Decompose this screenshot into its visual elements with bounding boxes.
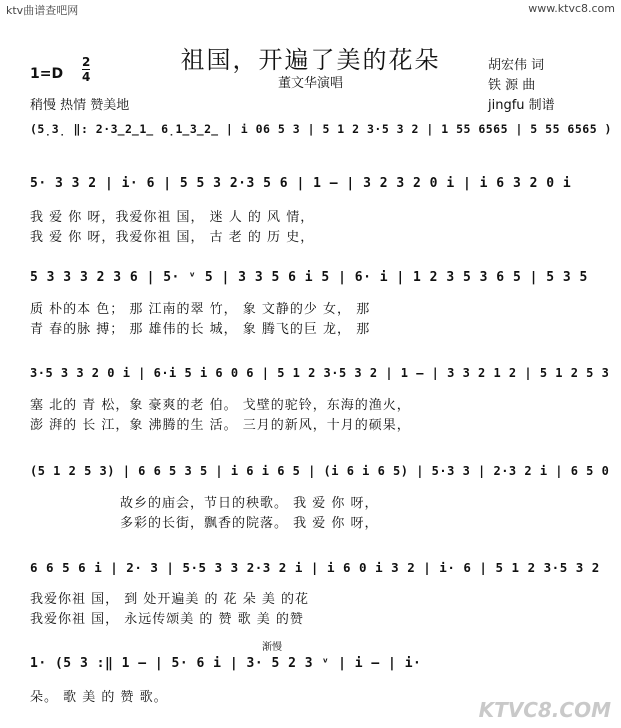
score-row-7-notes: 1· (5 3 :‖ 1 – | 5· 6 i | 3· 5 2 3 ᵛ | i – | i· (30, 656, 422, 671)
score-row-4-lyrics-2: 澎 湃的 长 江，象 沸腾的生 活。 三月的新风，十月的硕果， (30, 418, 411, 433)
score-row-4-notes: 3·5 3 3 2 0 i | 6·i 5 i 6 0 6 | 5 1 2 3·5 3 2 | 1 – | 3 3 2 1 2 | 5 1 2 5 3 (30, 366, 610, 380)
lyricist: 胡宏伟 词 (488, 58, 545, 73)
score-row-6-lyrics-1: 我爱你祖 国， 到 处开遍美 的 花 朵 美 的花 (30, 592, 310, 607)
tempo-marking: 稍慢 热情 赞美地 (30, 98, 130, 113)
score-row-2-notes: 5· 3 3 2 | i· 6 | 5 5 3 2·3 5 6 | 1 – | 3 2 3 2 0 i | i 6 3 2 0 i (30, 176, 572, 191)
score-row-2-lyrics-1: 我 爱 你 呀，我爱你祖 国， 迷 人 的 风 情， (30, 210, 315, 225)
score-row-3-lyrics-2: 青 春的脉 搏； 那 雄伟的长 城， 象 腾飞的巨 龙， 那 (30, 322, 371, 337)
watermark-right: www.ktvc8.com (528, 2, 615, 15)
score-row-1-notes: (5̣3̣ ‖: 2·3̲2̲1̲ 6̣1̲3̲2̲ | i 06 5 3 | 5 1 2 3·5 3 2 | 1 55 6565 | 5 55 6565 ) (30, 122, 612, 136)
composer: 铁 源 曲 (488, 78, 536, 93)
time-bottom: 4 (82, 70, 91, 84)
score-row-5-lyrics-1: 故乡的庙会，节日的秧歌。 我 爱 你 呀， (120, 496, 379, 511)
singer: 董文华演唱 (277, 76, 343, 91)
transcriber: jingfu 制谱 (488, 98, 555, 113)
score-row-7-lyrics-1: 朵。 歌 美 的 赞 歌。 (30, 690, 168, 705)
song-title: 祖国，开遍了美的花朵 (180, 46, 441, 74)
score-row-4-lyrics-1: 塞 北的 青 松，象 豪爽的老 伯。 戈壁的驼铃，东海的渔火， (30, 398, 411, 413)
score-row-3-lyrics-1: 质 朴的本 色； 那 江南的翠 竹， 象 文静的少 女， 那 (30, 302, 371, 317)
score-row-6-notes: 6 6 5 6 i | 2· 3 | 5·5 3 3 2·3 2 i | i 6 0 i 3 2 | i· 6 | 5 1 2 3·5 3 2 (30, 560, 600, 575)
score-row-6-lyrics-2: 我爱你祖 国， 永远传颂美 的 赞 歌 美 的赞 (30, 612, 304, 627)
watermark-left: ktv曲谱查吧网 (6, 4, 79, 17)
score-row-3-notes: 5 3 3 3 2 3 6 | 5· ᵛ 5 | 3 3 5 6 i 5 | 6· i | 1 2 3 5 3 6 5 | 5 3 5 (30, 270, 588, 285)
time-top: 2 (82, 55, 91, 69)
score-row-2-lyrics-2: 我 爱 你 呀，我爱你祖 国， 古 老 的 历 史， (30, 230, 315, 245)
time-signature (82, 56, 90, 83)
site-logo: KTVC8.COM (478, 698, 611, 722)
score-row-5-lyrics-2: 多彩的长街，飘香的院落。 我 爱 你 呀， (120, 516, 379, 531)
score-row-5-notes: (5 1 2 5 3) | 6 6 5 3 5 | i 6 i 6 5 | (i 6 i 6 5) | 5·3 3 | 2·3 2 i | 6 5 0 (30, 464, 610, 478)
key-signature: 1=D (30, 66, 64, 82)
tempo-change: 渐慢 (262, 642, 282, 653)
